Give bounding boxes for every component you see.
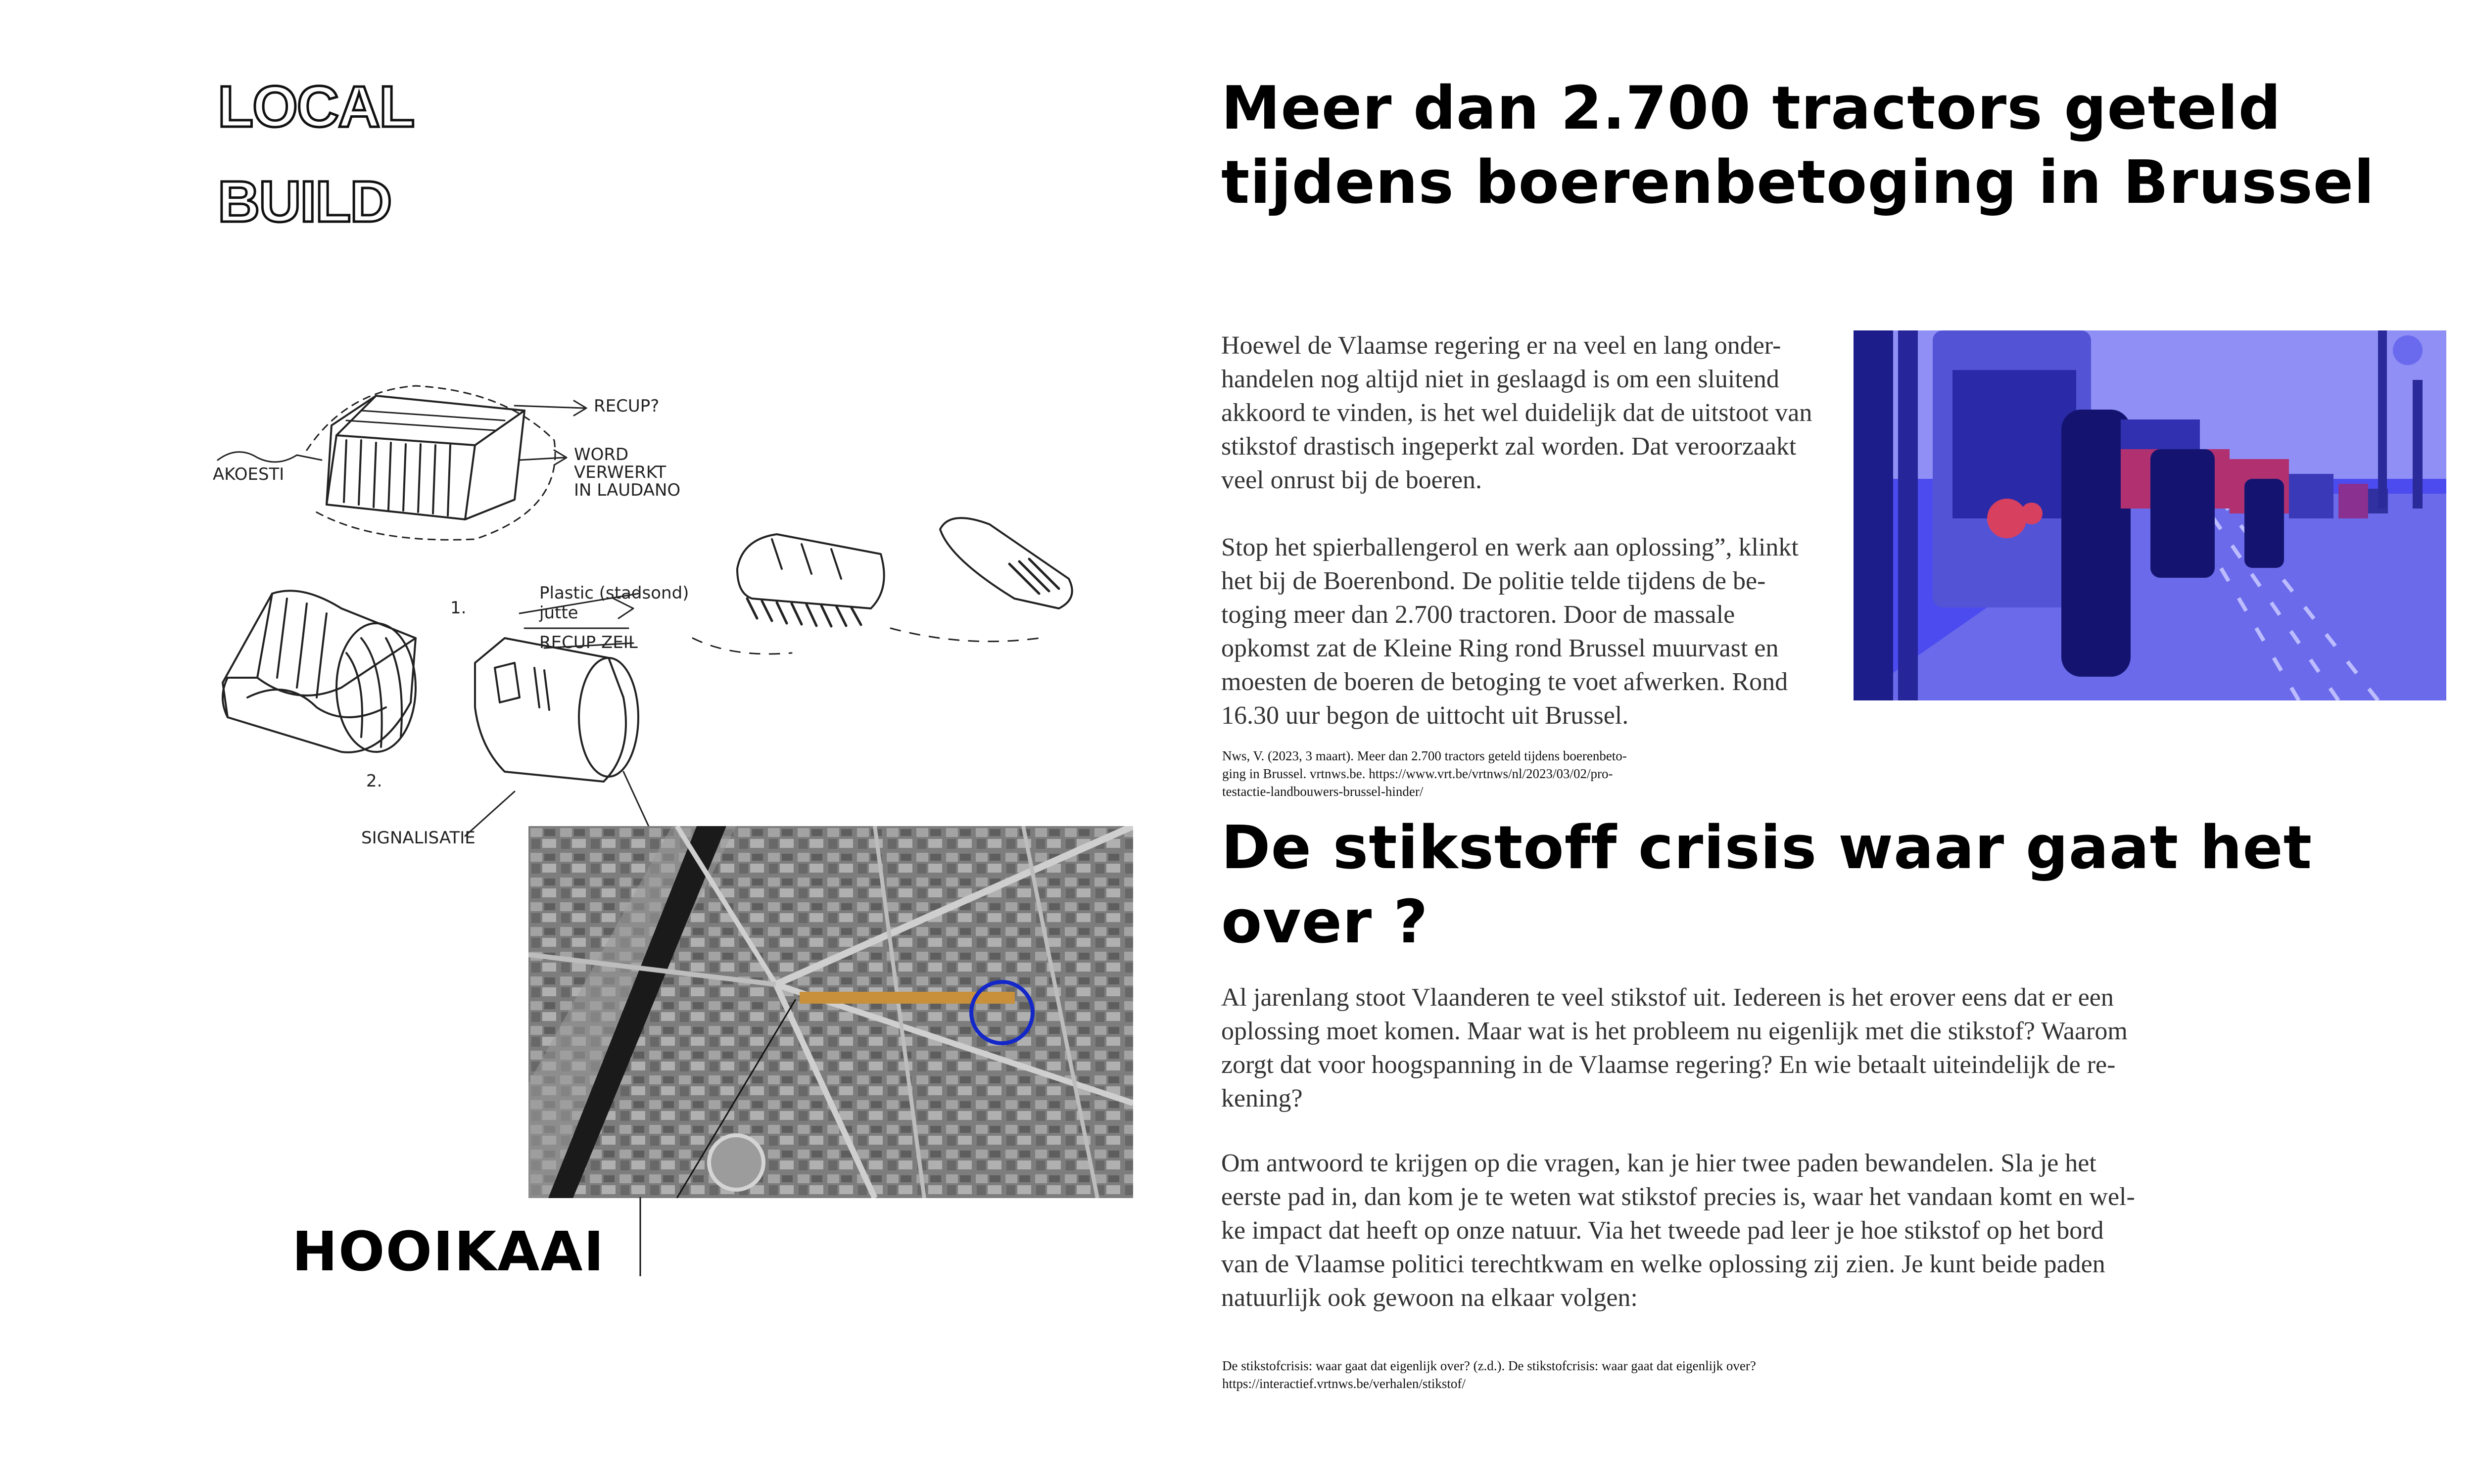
- sketch-label-verwerkt: VERWERKT: [574, 463, 666, 482]
- highlighted-street: [800, 992, 1015, 1004]
- sketch-label-recup: RECUP?: [594, 396, 660, 416]
- roll-sketch: [475, 638, 653, 836]
- furniture-sketch: [198, 361, 1138, 856]
- article1-citation: Nws, V. (2023, 3 maart). Meer dan 2.700 tractors geteld tijdens boerenbeto- ging in Brussel. vrtnws.be. https://www.vrt.be/vrtnws/nl/2023/03/02/pro- testactie-landbouwers-brussel-hinder/: [1222, 748, 1627, 799]
- seat-sketch: [693, 518, 1072, 654]
- sketch-label-num1: 1.: [450, 598, 467, 618]
- tractor-photo: [1854, 330, 2446, 700]
- article2-paragraph-1: Al jarenlang stoot Vlaanderen te veel stikstof uit. Iedereen is het erover eens dat er een oplossing moet komen. Maar wat is het probleem nu eigenlijk met die stikstof? Waarom zorgt dat voor hoogspanning in de Vlaamse regering? En wie betaalt uiteindelijk de re- kening?: [1221, 983, 2128, 1113]
- sketch-label-recup-zeil: RECUP ZEIL: [539, 633, 638, 652]
- article2-headline: De stikstoff crisis waar gaat het over ?: [1221, 814, 2313, 957]
- article1-paragraph-1: Hoewel de Vlaamse regering er na veel en lang onder- handelen nog altijd niet in geslaagd is om een sluitend akkoord te vinden, is het wel duidelijk dat de uitstoot van stikstof drastisch ingeperkt zal worden. Dat veroorzaakt veel onrust bij de boeren.: [1221, 331, 1812, 494]
- aerial-map-graphic: [528, 826, 1133, 1198]
- sketch-label-num2: 2.: [366, 771, 382, 791]
- sketch-label-signalisatie: SIGNALISATIE: [361, 828, 476, 848]
- tractor-photo-graphic: [1854, 330, 2446, 700]
- aerial-map: [528, 826, 1133, 1198]
- brand-line-2: BUILD: [218, 169, 391, 234]
- sketch-label-plastic: Plastic (stadsond): [539, 583, 689, 603]
- map-label-hooikaai: HOOIKAAI: [292, 1220, 605, 1283]
- article2-paragraph-2: Om antwoord te krijgen op die vragen, kan je hier twee paden bewandelen. Sla je het eerste pad in, dan kom je te weten wat stikstof precies is, waar het vandaan komt en wel- ke impact dat heeft op onze natuur. Via het tweede pad leer je hoe stikstof op het bord van de Vlaamse politici terechtkwam en welke oplossing zij zien. Je kunt beide paden natuurlijk ook gewoon na elkaar volgen:: [1221, 1149, 2135, 1312]
- article2-citation: De stikstofcrisis: waar gaat dat eigenlijk over? (z.d.). De stikstofcrisis: waar gaat dat eigenlijk over? https://interactief.vrtnws.be/verhalen/stikstof/: [1222, 1358, 1756, 1391]
- label-connector: [638, 1197, 648, 1281]
- article1-headline: Meer dan 2.700 tractors geteld tijdens boerenbetoging in Brussel: [1221, 74, 2375, 217]
- article1-paragraph-2: Stop het spierballengerol en werk aan oplossing”, klinkt het bij de Boerenbond. De politie telde tijdens de be- toging meer dan 2.700 tractoren. Door de massale opkomst zat de Kleine Ring rond Brussel muurvast en moesten de boeren de betoging te voet afwerken. Rond 16.30 uur begon de uittocht uit Brussel.: [1221, 533, 1799, 730]
- brand-line-1: LOCAL: [218, 74, 414, 139]
- sketch-label-wordt: WORD: [574, 445, 629, 464]
- brand-title: [218, 59, 414, 249]
- sketch-label-akoestic: AKOESTI: [213, 464, 285, 484]
- bench-sketch: [223, 591, 416, 752]
- sketch-label-in-laudano: IN LAUDANO: [574, 480, 681, 500]
- sketch-label-jutte: jutte: [539, 603, 578, 623]
- bale-sketch: [218, 386, 586, 540]
